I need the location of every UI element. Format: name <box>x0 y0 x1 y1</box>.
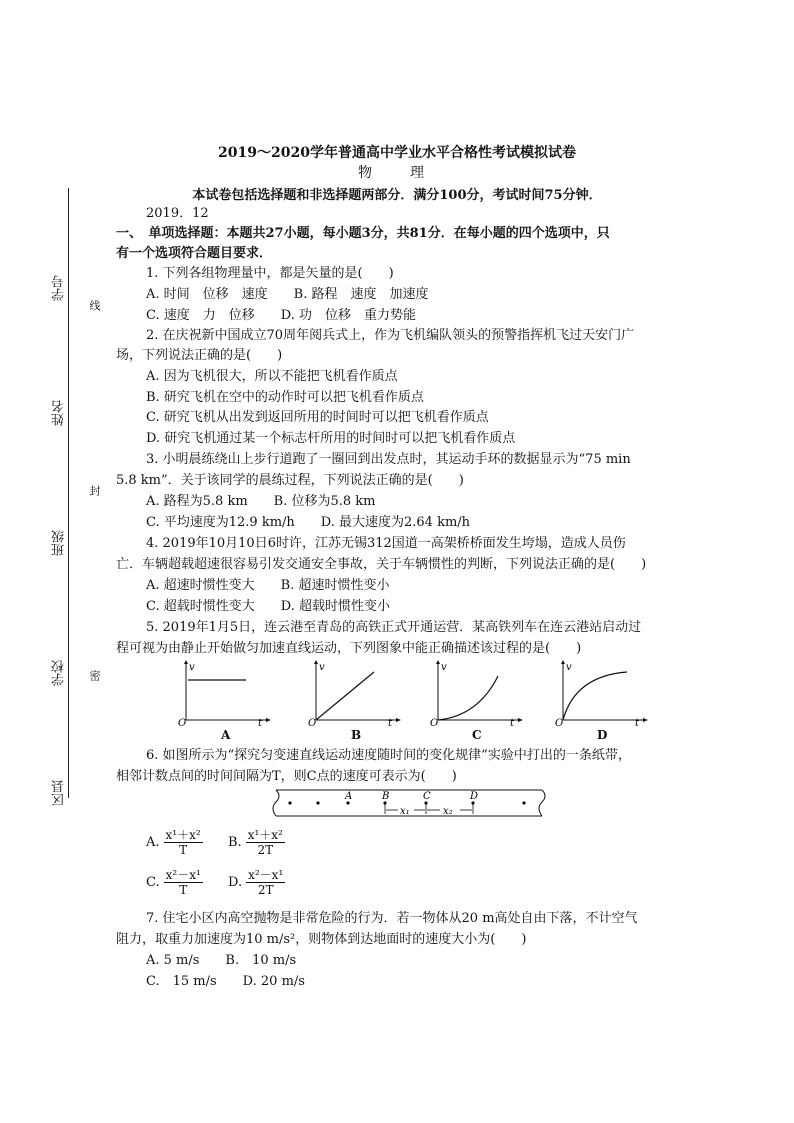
graph-d-t-label: t <box>635 718 640 728</box>
tape-x2-label: x₂ <box>443 806 453 817</box>
q6-option-d-den: 2T <box>257 883 274 897</box>
seal-mark-secret: 密 <box>88 670 101 681</box>
q5-graph-d <box>553 660 649 728</box>
q5-graph-c <box>428 660 524 728</box>
q6-stem-cont: 相邻计数点间的时间间隔为T，则C点的速度可表示为( ) <box>116 769 457 784</box>
tape-point-c: C <box>423 791 431 802</box>
section1-heading: 一、 单项选择题：本题共27小题，每小题3分，共81分．在每小题的四个选项中，只 <box>116 226 610 241</box>
tape-point-d: D <box>470 791 479 802</box>
q6-option-c <box>146 868 203 897</box>
school-label: 学校 <box>52 660 67 686</box>
q1-options-ab: A. 时间 位移 速度 B. 路程 速度 加速度 <box>146 287 429 302</box>
q4-stem: 4. 2019年10月10日6时许，江苏无锡312国道一高架桥桥面发生垮塌，造成人员伤 <box>146 536 626 551</box>
graph-c-v-label: v <box>441 662 447 673</box>
graph-b-origin: O <box>308 718 317 728</box>
q5-graph-a <box>176 660 272 728</box>
q6-option-d <box>228 868 285 897</box>
graph-c-t-label: t <box>510 718 515 728</box>
tape-point-b: B <box>382 791 390 802</box>
class-label: 班级 <box>52 530 67 556</box>
q6-option-a <box>146 828 203 857</box>
subject-title: 物 理 <box>358 165 436 181</box>
q2-option-b: B. 研究飞机在空中的动作时可以把飞机看作质点 <box>146 390 424 405</box>
q7-stem-cont: 阻力，取重力加速度为10 m/s²，则物体到达地面时的速度大小为( ) <box>116 932 527 947</box>
graph-a-v-label: v <box>189 662 195 673</box>
q3-stem-cont: 5.8 km”．关于该同学的晨练过程，下列说法正确的是( ) <box>116 473 464 488</box>
q5-stem: 5. 2019年1月5日，连云港至青岛的高铁正式开通运营．某高铁列车在连云港站启动过 <box>146 620 642 635</box>
q4-options-ab: A. 超速时惯性变大 B. 超速时惯性变小 <box>146 578 390 593</box>
q2-option-c: C. 研究飞机从出发到返回所用的时间时可以把飞机看作质点 <box>146 410 489 425</box>
q2-stem-cont: 场，下列说法正确的是( ) <box>116 348 283 363</box>
q1-stem: 1. 下列各组物理量中，都是矢量的是( ) <box>146 266 394 281</box>
exam-notice: 本试卷包括选择题和非选择题两部分．满分100分，考试时间75分钟． <box>192 188 602 203</box>
q3-options-ab: A. 路程为5.8 km B. 位移为5.8 km <box>146 494 376 509</box>
q5-stem-cont: 程可视为由静止开始做匀加速直线运动，下列图象中能正确描述该过程的是( ) <box>116 641 582 656</box>
q6-option-c-den: T <box>179 883 188 897</box>
q6-option-c-num: x²－x¹ <box>165 868 201 882</box>
q2-stem: 2. 在庆祝新中国成立70周年阅兵式上，作为飞机编队领头的预警指挥机飞过天安门广 <box>146 328 635 343</box>
graph-a-t-label: t <box>258 718 263 728</box>
student-id-label: 学号 <box>52 275 67 301</box>
seal-mark-seal: 封 <box>88 485 101 496</box>
graph-c-origin: O <box>430 718 439 728</box>
q6-option-a-letter: A. <box>146 835 160 850</box>
exam-date: 2019．12 <box>146 206 209 221</box>
q2-option-d: D. 研究飞机通过某一个标志杆所用的时间时可以把飞机看作质点 <box>146 431 516 446</box>
q7-options-ab: A. 5 m/s B. 10 m/s <box>146 953 297 968</box>
q5-graph-c-label: C <box>472 728 482 742</box>
q5-graph-b-label: B <box>351 728 362 742</box>
exam-title: 2019～2020学年普通高中学业水平合格性考试模拟试卷 <box>218 145 576 161</box>
q6-option-a-num: x¹＋x² <box>165 828 201 842</box>
q1-options-cd: C. 速度 力 位移 D. 功 位移 重力势能 <box>146 308 416 323</box>
section1-heading-cont: 有一个选项符合题目要求． <box>116 246 273 261</box>
graph-d-v-label: v <box>566 662 572 673</box>
q6-option-b-letter: B. <box>228 835 242 850</box>
name-label: 姓名 <box>52 400 67 426</box>
q6-option-d-num: x²－x¹ <box>248 868 284 882</box>
seal-mark-line: 线 <box>88 300 101 311</box>
q5-graph-a-label: A <box>221 728 231 742</box>
q6-option-a-den: T <box>179 843 188 857</box>
q5-graph-d-label: D <box>597 728 608 742</box>
tape-x1-label: x₁ <box>400 806 410 817</box>
q4-options-cd: C. 超载时惯性变大 D. 超载时惯性变小 <box>146 599 390 614</box>
q7-options-cd: C. 15 m/s D. 20 m/s <box>146 974 305 989</box>
tape-point-a: A <box>345 791 353 802</box>
q3-options-cd: C. 平均速度为12.9 km/h D. 最大速度为2.64 km/h <box>146 515 471 530</box>
q5-graph-b <box>306 660 402 728</box>
q6-option-b <box>228 828 285 857</box>
graph-b-v-label: v <box>319 662 325 673</box>
q2-option-a: A. 因为飞机很大，所以不能把飞机看作质点 <box>146 369 398 384</box>
q6-option-c-letter: C. <box>146 875 160 890</box>
q6-stem: 6. 如图所示为“探究匀变速直线运动速度随时间的变化规律”实验中打出的一条纸带， <box>146 748 631 763</box>
district-label: 区县 <box>52 780 67 806</box>
q6-option-b-den: 2T <box>257 843 274 857</box>
graph-d-origin: O <box>555 718 564 728</box>
graph-a-origin: O <box>178 718 187 728</box>
q6-option-d-letter: D. <box>228 875 243 890</box>
q3-stem: 3. 小明晨练绕山上步行道跑了一圈回到出发点时，其运动手环的数据显示为“75 min <box>146 452 631 467</box>
q7-stem: 7. 住宅小区内高空抛物是非常危险的行为．若一物体从20 m高处自由下落，不计空气 <box>146 911 638 926</box>
graph-b-t-label: t <box>388 718 393 728</box>
q4-stem-cont: 亡．车辆超载超速很容易引发交通安全事故，关于车辆惯性的判断，下列说法正确的是( ) <box>116 557 647 572</box>
q6-paper-tape <box>272 788 552 820</box>
q6-option-b-num: x¹＋x² <box>247 828 283 842</box>
